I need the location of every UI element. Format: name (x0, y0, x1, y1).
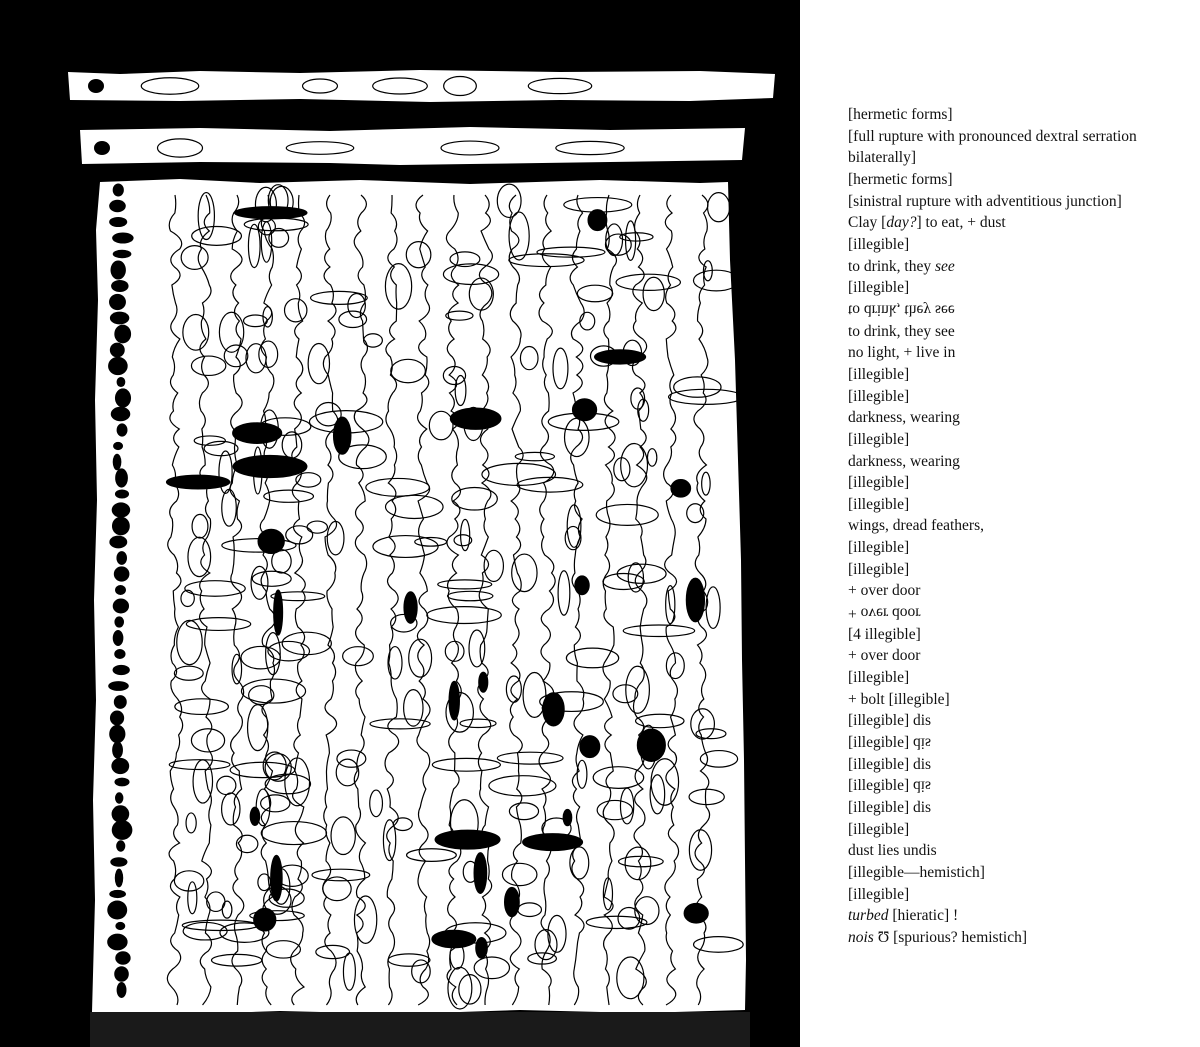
transcription-line: + over door (848, 647, 921, 665)
transcription-line: to drink, they see (848, 301, 955, 319)
transcription-line: [illegible] (848, 495, 910, 513)
transcription-line: + over door (848, 582, 921, 600)
transcription-line: turbed [hieratic] ! (848, 907, 959, 925)
torn-strip-second (80, 127, 745, 165)
transcription-line: [hermetic forms] (848, 106, 953, 123)
transcription-line: [illegible] (848, 820, 910, 838)
transcription-line: [illegible—hemistich] (848, 863, 985, 881)
transcription-line: [illegible] dis (848, 734, 932, 752)
transcription-line: [illegible] dis (848, 777, 932, 795)
transcription-line: [illegible] dis (848, 755, 932, 773)
transcription-line: [illegible] (848, 669, 910, 687)
transcription-line: Clay [day?] to eat, + dust (848, 214, 1006, 232)
transcription-line: [4 illegible] (848, 625, 921, 643)
transcription-line: [illegible] (848, 235, 910, 253)
transcription-line: [illegible] dis (848, 799, 932, 816)
transcription-line: to drink, they see (848, 257, 955, 275)
torn-strip-top (68, 70, 775, 102)
transcription-line: [illegible] (848, 885, 910, 903)
transcription-line: [full rupture with pronounced dextral serration bilaterally] (848, 127, 1137, 167)
transcription-line: nois Ʊ [spurious? hemistich] (848, 928, 1027, 946)
transcription-line: + over door (848, 604, 921, 622)
transcription-line: darkness, wearing (848, 409, 960, 427)
transcription-line: [illegible] (848, 560, 910, 578)
transcription-line: [hermetic forms] (848, 170, 953, 188)
transcription-line: [illegible] (848, 365, 910, 383)
transcription-line: [illegible] (848, 539, 910, 557)
transcription-line: no light, + live in (848, 344, 956, 362)
transcription-line: dust lies undis (848, 842, 937, 860)
transcription-line: [sinistral rupture with adventitious junction] (848, 192, 1122, 210)
transcription-line: [illegible] dis (848, 712, 932, 730)
transcription-line: [illegible] (848, 279, 910, 297)
transcription-text (848, 104, 1184, 949)
transcription-line: [illegible] (848, 387, 910, 405)
torn-page-main (92, 179, 746, 1015)
transcription-line: [illegible] (848, 474, 910, 492)
transcription-line: darkness, wearing (848, 452, 960, 470)
transcription-line: to drink, they see (848, 322, 955, 340)
transcription-line: [illegible] (848, 430, 910, 448)
transcription-line: wings, dread feathers, (848, 517, 985, 535)
transcription-line: + bolt [illegible] (848, 690, 950, 708)
